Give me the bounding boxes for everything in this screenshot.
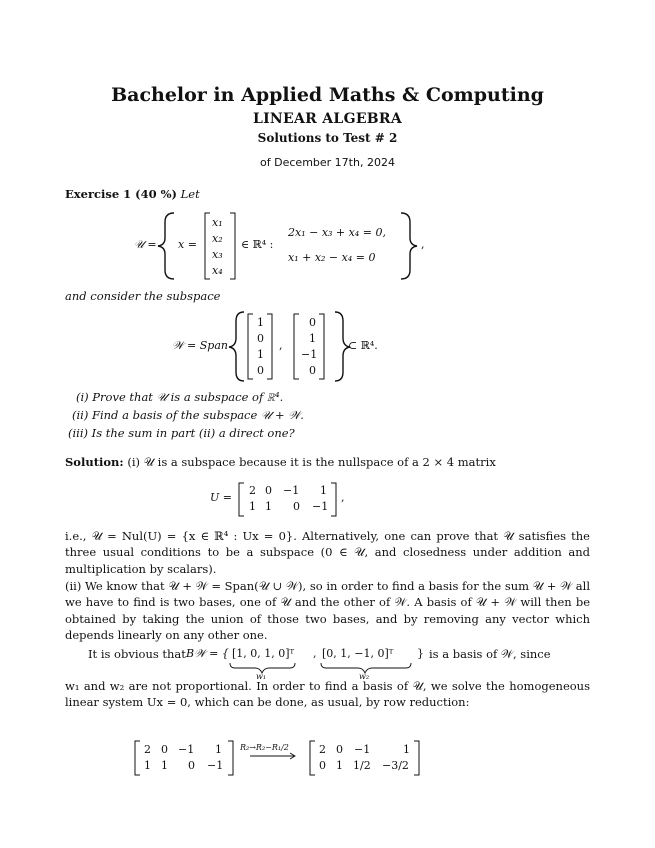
w-lhs: 𝒲 = Span bbox=[172, 339, 228, 352]
question-item: (iii) Is the sum in part (ii) a direct one? bbox=[68, 426, 295, 440]
matrix-cell: −1 bbox=[312, 500, 329, 513]
left-matrix-right-bracket bbox=[228, 741, 233, 775]
document-date: of December 17th, 2024 bbox=[260, 156, 395, 169]
solution-label: Solution: bbox=[65, 455, 124, 469]
trailing-comma: , bbox=[421, 238, 425, 251]
vector-entry: x₃ bbox=[212, 248, 223, 261]
rr-right-cell: 1 bbox=[336, 759, 343, 772]
right-matrix-left-bracket bbox=[310, 741, 315, 775]
rr-right-cell: −1 bbox=[354, 743, 371, 756]
basis-post: is a basis of 𝒲, since bbox=[429, 647, 551, 661]
exercise-let: Let bbox=[180, 187, 200, 201]
basis-pre: It is obvious that bbox=[88, 647, 186, 661]
v2-entry: 0 bbox=[309, 316, 316, 329]
rr-right-cell: 1/2 bbox=[353, 759, 371, 772]
u-matrix-lhs: U = bbox=[210, 491, 232, 504]
matrix-cell: 1 bbox=[320, 484, 327, 497]
rr-left-cell: 1 bbox=[161, 759, 168, 772]
rr-left-cell: 2 bbox=[144, 743, 151, 756]
document-subtitle: Solutions to Test # 2 bbox=[257, 131, 398, 145]
solution-paragraph-2: (ii) We know that 𝒰 + 𝒲 = Span(𝒰 ∪ 𝒲), so in order to find a basis for the sum 𝒰 + 𝒲 all we have to find is two bases, one of 𝒰 and the other of 𝒲. A basis of 𝒰 + 𝒲 will then be obtained by taking the union of those two bases, and by removing any vector which depends linearly on any other one. bbox=[65, 579, 590, 643]
basis-separator: , bbox=[313, 647, 317, 660]
exercise-label: Exercise 1 (40 %) bbox=[65, 187, 177, 201]
rr-right-cell: 1 bbox=[403, 743, 410, 756]
x-equals: x = bbox=[178, 238, 197, 251]
equation-1: 2x₁ − x₃ + x₄ = 0, bbox=[288, 226, 386, 239]
v1-entry: 0 bbox=[257, 364, 264, 377]
equation-2: x₁ + x₂ − x₄ = 0 bbox=[288, 251, 376, 264]
v1-entry: 1 bbox=[257, 348, 264, 361]
vector-entry: x₁ bbox=[212, 216, 223, 229]
rr-left-cell: −1 bbox=[207, 759, 224, 772]
matrix-cell: −1 bbox=[283, 484, 300, 497]
v2-entry: 1 bbox=[309, 332, 316, 345]
vector-entry: x₄ bbox=[212, 264, 223, 277]
question-item: (i) Prove that 𝒰 is a subspace of ℝ⁴. bbox=[76, 390, 284, 404]
course-name: LINEAR ALGEBRA bbox=[252, 111, 403, 127]
w1-label: w₁ bbox=[256, 672, 267, 681]
w2-label: w₂ bbox=[359, 672, 370, 681]
in-r4: ∈ ℝ⁴ : bbox=[241, 238, 274, 251]
matrix-cell: 1 bbox=[265, 500, 272, 513]
rr-left-cell: 1 bbox=[215, 743, 222, 756]
basis-vector-2: [0, 1, −1, 0]ᵀ bbox=[322, 647, 394, 660]
basis-set-open: B𝒲 = { bbox=[186, 647, 229, 660]
matrix-cell: 0 bbox=[265, 484, 272, 497]
row-operation: R₂→R₂−R₁/2 bbox=[240, 743, 289, 752]
w-tail: ⊂ ℝ⁴. bbox=[348, 339, 378, 352]
u-lhs: 𝒰 = bbox=[134, 238, 157, 251]
solution-paragraph-1: i.e., 𝒰 = Nul(U) = {x ∈ ℝ⁴ : Ux = 0}. Alternatively, one can prove that 𝒰 satisfies the three usual conditions to be a subspace (0 ∈ 𝒰, and closedness under addition and multiplication by scalars). bbox=[65, 529, 590, 576]
basis-set-close: } bbox=[417, 647, 424, 660]
rr-left-cell: −1 bbox=[178, 743, 195, 756]
question-item: (ii) Find a basis of the subspace 𝒰 + 𝒲. bbox=[72, 408, 304, 422]
rr-left-cell: 0 bbox=[188, 759, 195, 772]
matrix-cell: 0 bbox=[293, 500, 300, 513]
rr-right-cell: 2 bbox=[319, 743, 326, 756]
rr-left-cell: 1 bbox=[144, 759, 151, 772]
matrix-cell: 2 bbox=[249, 484, 256, 497]
rr-right-cell: −3/2 bbox=[382, 759, 409, 772]
v2-entry: 0 bbox=[309, 364, 316, 377]
basis-vector-1: [1, 0, 1, 0]ᵀ bbox=[232, 647, 295, 660]
rr-left-cell: 0 bbox=[161, 743, 168, 756]
matrix-cell: 1 bbox=[249, 500, 256, 513]
v1-entry: 0 bbox=[257, 332, 264, 345]
consider-text: and consider the subspace bbox=[65, 289, 221, 303]
document-title: Bachelor in Applied Maths & Computing bbox=[111, 84, 544, 106]
vector-entry: x₂ bbox=[212, 232, 223, 245]
solution-paragraph-3: w₁ and w₂ are not proportional. In order to find a basis of 𝒰, we solve the homogeneous linear system Ux = 0, which can be done, as usual, by row reduction: bbox=[65, 679, 590, 710]
left-matrix-left-bracket bbox=[135, 741, 140, 775]
u-matrix-trail: , bbox=[341, 491, 345, 504]
rr-right-cell: 0 bbox=[336, 743, 343, 756]
v2-entry: −1 bbox=[301, 348, 318, 361]
right-matrix-right-bracket bbox=[414, 741, 419, 775]
solution-line-1: (i) 𝒰 is a subspace because it is the nullspace of a 2 × 4 matrix bbox=[127, 455, 496, 469]
w-comma: , bbox=[279, 339, 283, 352]
v1-entry: 1 bbox=[257, 316, 264, 329]
rr-right-cell: 0 bbox=[319, 759, 326, 772]
